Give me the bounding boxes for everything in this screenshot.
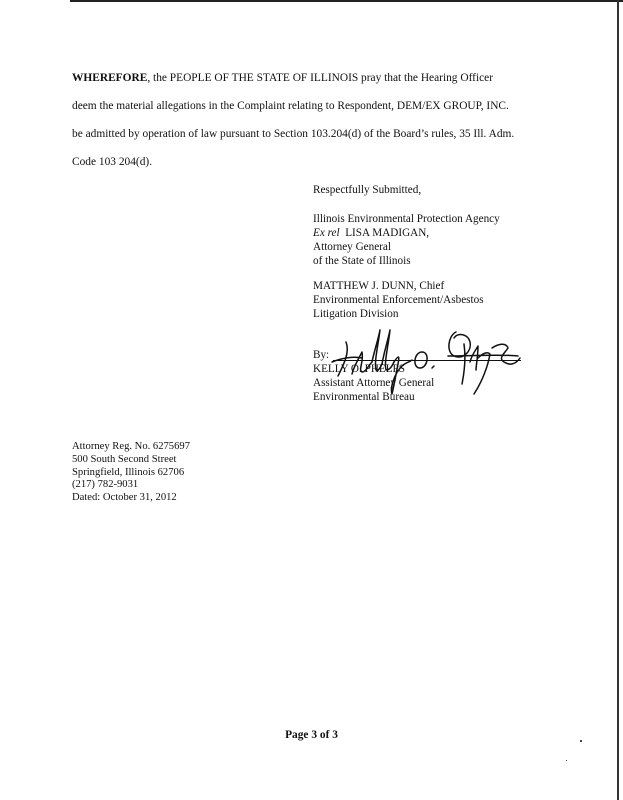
scan-speck bbox=[580, 740, 582, 742]
scan-speck bbox=[566, 760, 567, 761]
phone-number: (217) 782-9031 bbox=[72, 479, 139, 491]
scan-edge-top bbox=[70, 0, 623, 2]
agency-block bbox=[313, 212, 500, 268]
ex-rel-prefix: Ex rel bbox=[313, 227, 340, 239]
city-state-zip: Springfield, Illinois 62706 bbox=[72, 466, 185, 478]
dated-line: Dated: October 31, 2012 bbox=[72, 492, 177, 504]
ag-state: of the State of Illinois bbox=[313, 255, 411, 267]
respectfully-text: Respectfully Submitted, bbox=[313, 184, 422, 196]
signer-bureau: Environmental Bureau bbox=[313, 391, 415, 403]
scan-edge-right bbox=[617, 0, 619, 800]
signer-block bbox=[313, 362, 434, 404]
prayer-lead: WHEREFORE bbox=[72, 72, 148, 84]
division-block bbox=[313, 279, 484, 321]
prayer-line-1-text: , the PEOPLE OF THE STATE OF ILLINOIS pray that the Hearing Officer bbox=[147, 72, 494, 84]
division-line-2: Litigation Division bbox=[313, 308, 399, 320]
attorney-contact-block bbox=[72, 441, 190, 505]
division-line-1: Environmental Enforcement/Asbestos bbox=[313, 294, 484, 306]
ex-rel-name: LISA MADIGAN, bbox=[345, 227, 430, 239]
signer-title: Assistant Attorney General bbox=[313, 377, 435, 389]
ex-rel-line bbox=[313, 226, 500, 240]
page-number: Page 3 of 3 bbox=[285, 729, 338, 741]
street-address: 500 South Second Street bbox=[72, 453, 177, 465]
prayer-line-4: Code 103 204(d). bbox=[72, 156, 153, 168]
agency-name: Illinois Environmental Protection Agency bbox=[313, 213, 500, 225]
chief-name: MATTHEW J. DUNN, Chief bbox=[313, 280, 445, 292]
by-label: By: bbox=[313, 349, 330, 361]
ag-title: Attorney General bbox=[313, 241, 391, 253]
prayer-line-2: deem the material allegations in the Complaint relating to Respondent, DEM/EX GROUP, INC. bbox=[72, 100, 509, 112]
attorney-reg-no: Attorney Reg. No. 6275697 bbox=[72, 441, 190, 452]
prayer-line-3: be admitted by operation of law pursuant to Section 103.204(d) of the Board’s rules, 35 Ill. Adm. bbox=[72, 128, 515, 140]
prayer-line-1 bbox=[72, 71, 493, 85]
respectfully-submitted bbox=[313, 183, 421, 197]
signer-name: KELLY O. PHELPS bbox=[313, 363, 406, 375]
